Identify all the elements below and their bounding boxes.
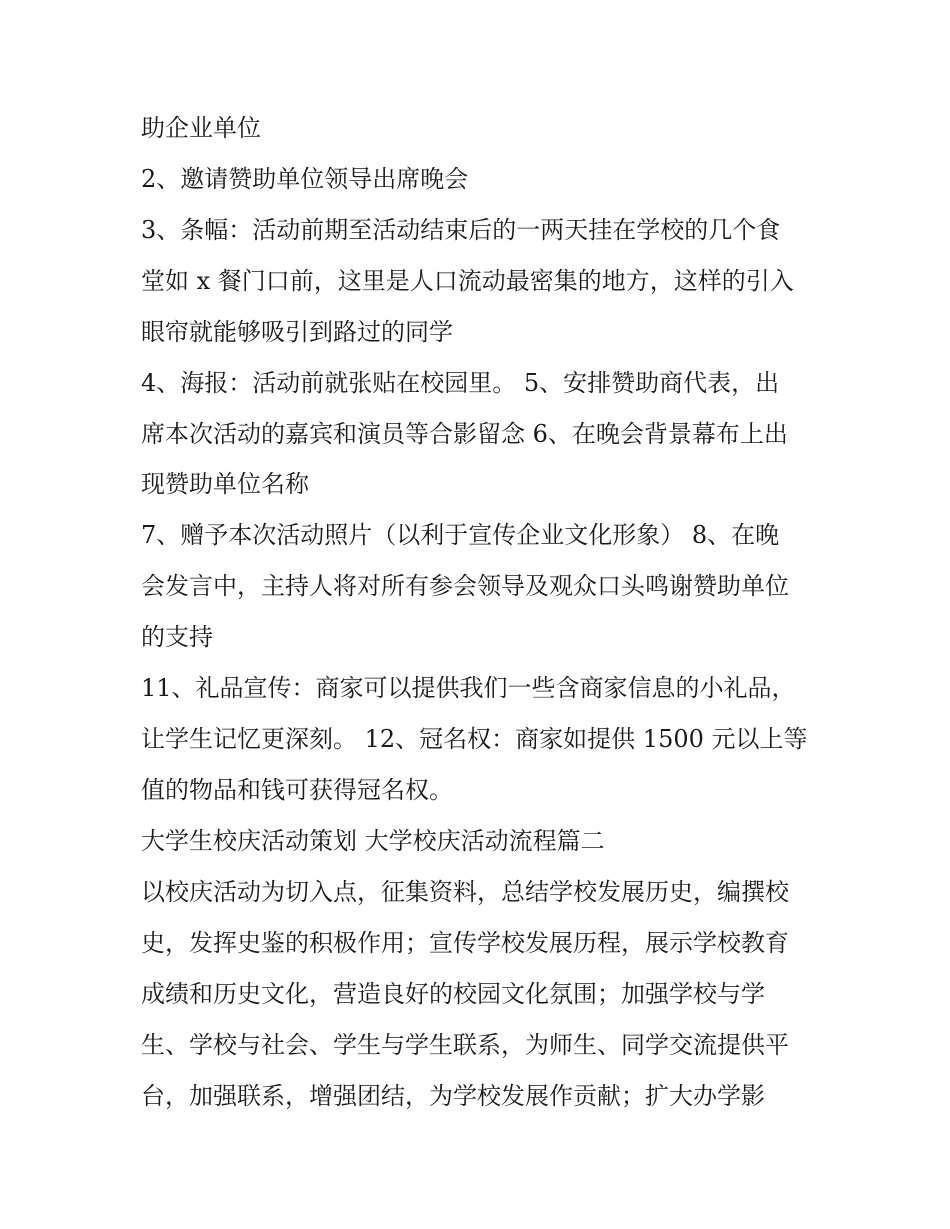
text-line: 台，加强联系，增强团结，为学校发展作贡献；扩大办学影 <box>141 1082 765 1110</box>
text-line: 成绩和历史文化，营造良好的校园文化氛围；加强学校与学 <box>141 980 765 1008</box>
text-line: 助企业单位 <box>141 114 261 142</box>
text-line: 会发言中，主持人将对所有参会领导及观众口头鸣谢赞助单位 <box>141 572 789 600</box>
text-line: 7、赠予本次活动照片（以利于宣传企业文化形象） 8、在晚 <box>141 521 780 549</box>
text-line: 眼帘就能够吸引到路过的同学 <box>141 318 453 346</box>
text-line: 让学生记忆更深刻。 12、冠名权：商家如提供 1500 元以上等 <box>141 725 808 753</box>
text-line: 席本次活动的嘉宾和演员等合影留念 6、在晚会背景幕布上出 <box>141 420 788 448</box>
text-line: 3、条幅：活动前期至活动结束后的一两天挂在学校的几个食 <box>141 216 781 244</box>
text-line: 值的物品和钱可获得冠名权。 <box>141 776 453 804</box>
text-line: 11、礼品宣传：商家可以提供我们一些含商家信息的小礼品， <box>141 674 796 702</box>
text-line: 堂如 x 餐门口前，这里是人口流动最密集的地方，这样的引入 <box>141 267 794 295</box>
text-line: 史，发挥史鉴的积极作用；宣传学校发展历程，展示学校教育 <box>141 929 789 957</box>
text-line: 2、邀请赞助单位领导出席晚会 <box>141 165 469 193</box>
text-line: 以校庆活动为切入点，征集资料，总结学校发展历史，编撰校 <box>141 878 789 906</box>
section-heading: 大学生校庆活动策划 大学校庆活动流程篇二 <box>141 827 605 855</box>
text-line: 的支持 <box>141 623 213 651</box>
text-line: 生、学校与社会、学生与学生联系，为师生、同学交流提供平 <box>141 1031 789 1059</box>
text-line: 4、海报：活动前就张贴在校园里。 5、安排赞助商代表，出 <box>141 369 780 397</box>
text-line: 现赞助单位名称 <box>141 470 309 498</box>
